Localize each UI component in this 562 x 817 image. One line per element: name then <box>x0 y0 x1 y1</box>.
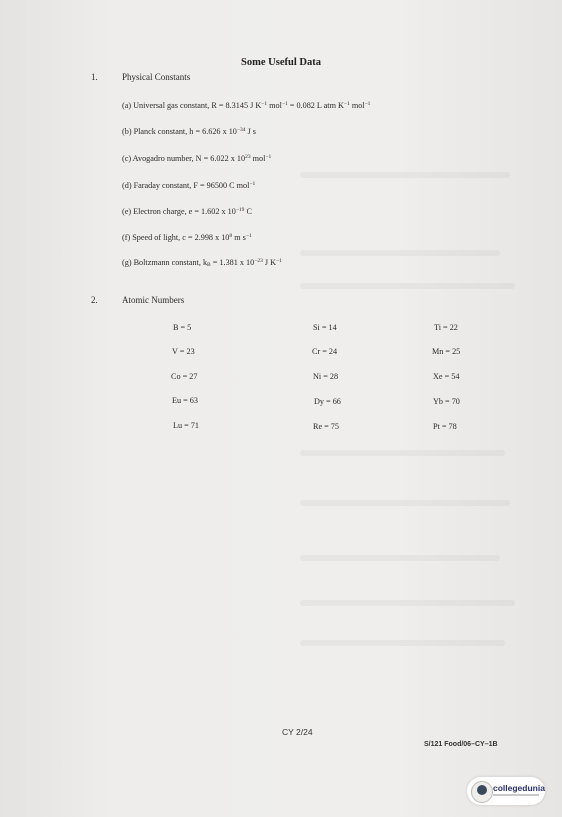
mascot-icon <box>471 781 493 803</box>
watermark-logo <box>467 777 545 805</box>
atomic-number-entry: Dy = 66 <box>314 397 341 406</box>
constant-electron-charge: (e) Electron charge, e = 1.602 x $10^{-19}$ C <box>122 207 252 216</box>
section-number: 1. <box>91 72 98 82</box>
bleed-through-line <box>300 450 505 456</box>
constant-avogadro: (c) Avogadro number, N = 6.022 x $10^{23}$ mol$^{-1}$ <box>122 154 272 163</box>
atomic-number-entry: Ni = 28 <box>313 372 339 381</box>
constant-planck: (b) Planck constant, h = 6.626 x $10^{-34}$ J s <box>122 127 256 136</box>
constant-boltzmann: (g) Boltzmann constant, $k_B = 1.381$ x $10^{-23}$ J $K^{-1}$ <box>122 258 282 268</box>
bleed-through-line <box>300 283 515 289</box>
bleed-through-line <box>300 250 500 256</box>
paper-code: S/121 Food/06–CY–1B <box>424 741 498 748</box>
constant-faraday: (d) Faraday constant, F = 96500 C mol$^{-1}$ <box>122 181 256 190</box>
bleed-through-line <box>300 172 510 178</box>
page-title: Some Useful Data <box>241 57 321 68</box>
atomic-number-entry: Co = 27 <box>171 372 198 381</box>
atomic-number-entry: Re = 75 <box>313 422 339 431</box>
section-heading: Physical Constants <box>122 72 191 82</box>
atomic-number-entry: Mn = 25 <box>432 347 461 356</box>
constant-speed-of-light: (f) Speed of light, c = 2.998 x $10^8$ m $s^{-1}$ <box>122 233 252 242</box>
bleed-through-line <box>300 640 505 646</box>
atomic-number-entry: Ti = 22 <box>434 323 458 332</box>
atomic-number-entry: B = 5 <box>173 323 192 332</box>
atomic-number-entry: Lu = 71 <box>173 421 199 430</box>
atomic-number-entry: Pt = 78 <box>433 422 457 431</box>
watermark-brand-text: collegedunia <box>493 783 545 793</box>
section-number: 2. <box>91 295 98 305</box>
atomic-number-entry: Cr = 24 <box>312 347 338 356</box>
constant-gas: (a) Universal gas constant, R = 8.3145 J $K^{-1}$ mol$^{-1}$ = 0.082 L atm $K^{-1}$ mol$^{-1}$ <box>122 101 371 110</box>
bleed-through-line <box>300 600 515 606</box>
atomic-number-entry: Xe = 54 <box>433 372 460 381</box>
section-heading: Atomic Numbers <box>122 295 185 305</box>
atomic-number-entry: V = 23 <box>172 347 195 356</box>
bleed-through-line <box>300 500 510 506</box>
watermark-tagline <box>493 794 539 796</box>
bleed-through-line <box>300 555 500 561</box>
atomic-number-entry: Eu = 63 <box>172 396 198 405</box>
page-number-label: CY 2/24 <box>282 727 313 737</box>
atomic-number-entry: Yb = 70 <box>433 397 460 406</box>
atomic-number-entry: Si = 14 <box>313 323 337 332</box>
